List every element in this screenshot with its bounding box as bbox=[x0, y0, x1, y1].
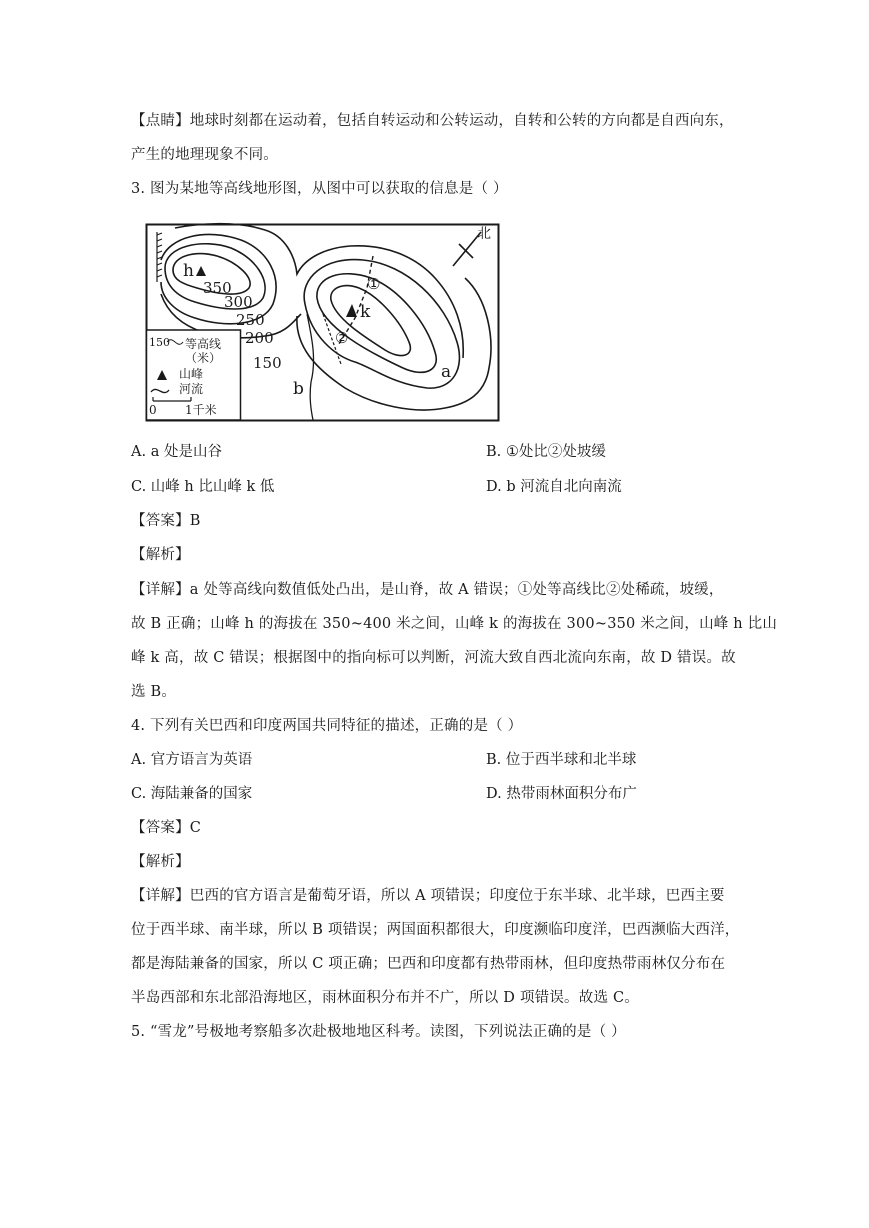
contour-label-350: 350 bbox=[203, 279, 232, 297]
legend-contour-unit: （米） bbox=[185, 351, 222, 365]
legend-contour-text: 等高线 bbox=[185, 337, 222, 351]
tip-line-1: 【点睛】地球时刻都在运动着，包括自转运动和公转运动，自转和公转的方向都是自西向东， bbox=[131, 113, 734, 129]
cliff-hatch bbox=[157, 232, 162, 282]
question-5-stem: 5. “雪龙”号极地考察船多次赴极地地区科考。读图，下列说法正确的是（ ） bbox=[131, 1024, 626, 1040]
question-4-stem: 4. 下列有关巴西和印度两国共同特征的描述，正确的是（ ） bbox=[131, 718, 523, 734]
q4-detail-line-4: 半岛西部和东北部沿海地区，雨林面积分布并不广，所以 D 项错误。故选 C。 bbox=[131, 990, 639, 1006]
contour-map bbox=[145, 218, 500, 423]
mark-2-label: ② bbox=[335, 329, 349, 347]
contour-label-250: 250 bbox=[236, 311, 265, 329]
q4-option-a: A. 官方语言为英语 bbox=[131, 752, 253, 768]
q4-detail-line-1: 【详解】巴西的官方语言是葡萄牙语，所以 A 项错误；印度位于东半球、北半球，巴西主要 bbox=[131, 888, 725, 904]
q4-option-c: C. 海陆兼备的国家 bbox=[131, 786, 253, 802]
q3-option-a: A. a 处是山谷 bbox=[131, 444, 222, 460]
peak-k-label: k bbox=[360, 302, 371, 322]
q4-option-d: D. 热带雨林面积分布广 bbox=[486, 786, 637, 802]
q3-answer: 【答案】B bbox=[131, 513, 201, 529]
q4-analysis-title: 【解析】 bbox=[131, 854, 190, 870]
legend-contour-value: 150 bbox=[149, 336, 170, 349]
peak-h-icon bbox=[196, 266, 206, 276]
tip-line-2: 产生的地理现象不同。 bbox=[131, 147, 278, 163]
q3-detail-line-2: 故 B 正确；山峰 h 的海拔在 350~400 米之间，山峰 k 的海拔在 300~350 米之间，山峰 h 比山 bbox=[131, 616, 778, 632]
q3-option-c: C. 山峰 h 比山峰 k 低 bbox=[131, 479, 275, 495]
legend-peak-text: 山峰 bbox=[179, 367, 204, 381]
north-label: 北 bbox=[477, 226, 491, 242]
contour-map-figure bbox=[145, 218, 500, 423]
mark-1-label: ① bbox=[367, 275, 381, 293]
contour-label-150: 150 bbox=[253, 354, 282, 372]
q4-detail-line-2: 位于西半球、南半球，所以 B 项错误；两国面积都很大，印度濒临印度洋，巴西濒临大西洋， bbox=[131, 922, 740, 938]
scale-one-km: 1千米 bbox=[185, 403, 217, 417]
river-b bbox=[307, 314, 314, 420]
peak-h-label: h bbox=[183, 261, 194, 281]
q3-detail-line-3: 峰 k 高，故 C 错误；根据图中的指向标可以判断，河流大致自西北流向东南，故 D 错误。故 bbox=[131, 650, 736, 666]
q4-detail-line-3: 都是海陆兼备的国家，所以 C 项正确；巴西和印度都有热带雨林，但印度热带雨林仅分布在 bbox=[131, 956, 726, 972]
q3-option-d: D. b 河流自北向南流 bbox=[486, 479, 622, 495]
q4-answer: 【答案】C bbox=[131, 820, 202, 836]
question-3-stem: 3. 图为某地等高线地形图，从图中可以获取的信息是（ ） bbox=[131, 181, 508, 197]
contour-label-200: 200 bbox=[245, 329, 274, 347]
contour-label-300: 300 bbox=[224, 293, 253, 311]
q3-detail-line-1: 【详解】a 处等高线向数值低处凸出，是山脊，故 A 错误；①处等高线比②处稀疏，坡缓， bbox=[131, 582, 724, 598]
scale-zero: 0 bbox=[149, 403, 157, 417]
q3-detail-line-4: 选 B。 bbox=[131, 684, 177, 700]
point-a-label: a bbox=[441, 362, 452, 382]
peak-k-icon bbox=[346, 304, 357, 317]
legend-river-text: 河流 bbox=[179, 382, 204, 396]
q4-option-b: B. 位于西半球和北半球 bbox=[486, 752, 637, 768]
q3-option-b: B. ①处比②处坡缓 bbox=[486, 444, 606, 460]
q3-analysis-title: 【解析】 bbox=[131, 547, 190, 563]
river-b-label: b bbox=[293, 379, 304, 399]
